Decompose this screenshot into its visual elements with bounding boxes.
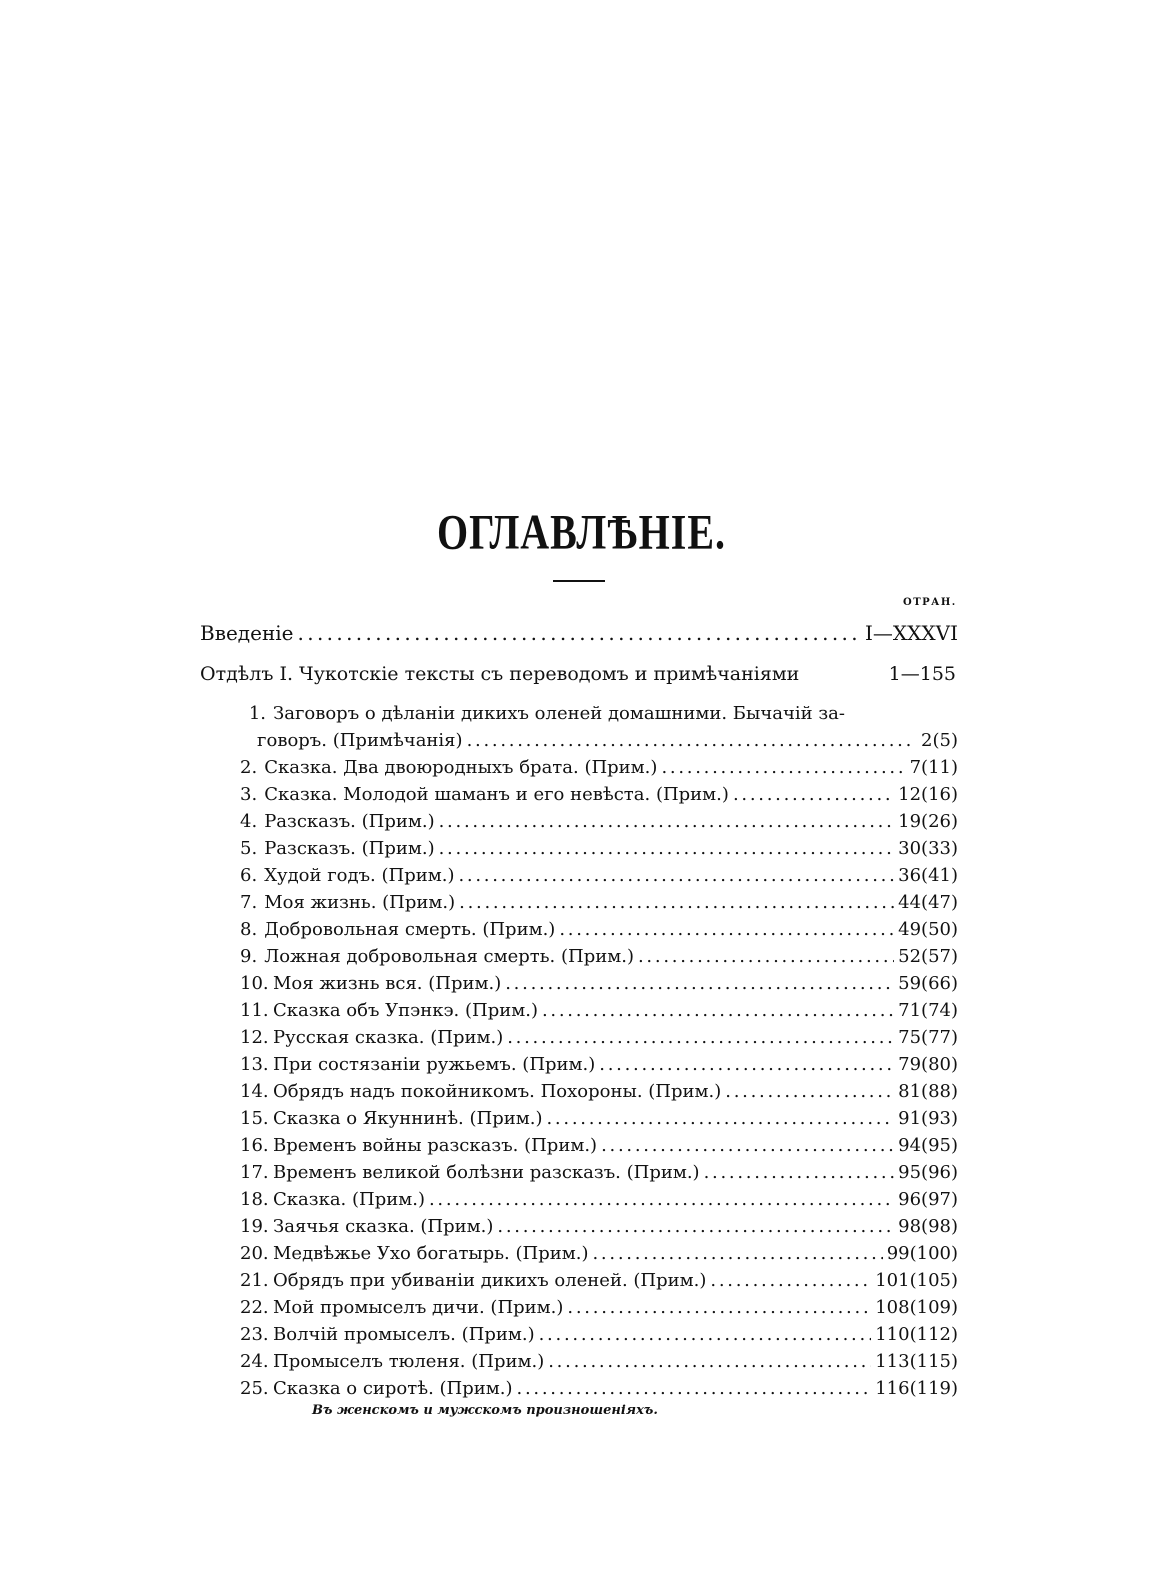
entry-number: 23. xyxy=(240,1324,269,1345)
entry-title: Разсказъ. (Прим.) xyxy=(264,838,435,859)
entry-page: 116 xyxy=(875,1378,910,1399)
entry-title: Промыселъ тюленя. (Прим.) xyxy=(273,1351,545,1372)
entry-page: 96 xyxy=(898,1189,922,1210)
toc-entry-row xyxy=(240,1349,958,1375)
entry-notes-page: (47) xyxy=(921,892,958,913)
entry-number: 17. xyxy=(240,1162,269,1183)
entry-number: 21. xyxy=(240,1270,269,1291)
entry-number: 14. xyxy=(240,1081,269,1102)
entry-number: 12. xyxy=(240,1027,269,1048)
entry-notes-page: (97) xyxy=(921,1189,958,1210)
dot-leader xyxy=(725,1079,894,1105)
toc-entry-row xyxy=(240,728,958,754)
entry-title: Медвѣжье Ухо богатырь. (Прим.) xyxy=(273,1243,589,1264)
dot-leader xyxy=(638,944,894,970)
section-pages: 1—155 xyxy=(888,663,956,685)
dot-leader xyxy=(298,620,862,646)
dot-leader xyxy=(505,971,894,997)
dot-leader xyxy=(546,1106,894,1132)
dot-leader xyxy=(439,836,895,862)
entry-page: 113 xyxy=(875,1351,910,1372)
entry-title: Русская сказка. (Прим.) xyxy=(273,1027,504,1048)
entry-title: Сказка. Два двоюродныхъ брата. (Прим.) xyxy=(264,757,658,778)
entry-notes-page: (11) xyxy=(921,757,958,778)
toc-entry-row xyxy=(240,1214,958,1240)
dot-leader xyxy=(661,755,905,781)
dot-leader xyxy=(467,728,913,754)
entry-number: 18. xyxy=(240,1189,269,1210)
title-divider xyxy=(553,580,605,582)
entry-title: Сказка о сиротѣ. (Прим.) xyxy=(273,1378,513,1399)
entry-title: Сказка объ Упэнкэ. (Прим.) xyxy=(273,1000,538,1021)
dot-leader xyxy=(733,782,894,808)
entry-notes-page: (5) xyxy=(932,730,958,751)
entry-page: 7 xyxy=(909,757,922,778)
entry-title: Обрядъ при убиваніи дикихъ оленей. (Прим.) xyxy=(273,1270,707,1291)
entry-notes-page: (77) xyxy=(921,1027,958,1048)
entry-page: 19 xyxy=(898,811,922,832)
toc-entry-row xyxy=(240,917,958,943)
entry-number: 5. xyxy=(240,838,258,859)
section-label: Отдѣлъ I. Чукотскіе тексты съ переводомъ и примѣчаніями xyxy=(200,663,800,685)
entry-page: 98 xyxy=(898,1216,922,1237)
footnote: Въ женскомъ и мужскомъ произношеніяхъ. xyxy=(312,1403,658,1418)
pages-column-header: ОТРАН. xyxy=(903,597,957,608)
entry-notes-page: (41) xyxy=(921,865,958,886)
dot-leader xyxy=(458,863,894,889)
entry-page: 30 xyxy=(898,838,922,859)
toc-entry-first-line xyxy=(240,701,845,727)
dot-leader xyxy=(429,1187,894,1213)
entry-page: 101 xyxy=(875,1270,910,1291)
entry-notes-page: (93) xyxy=(921,1108,958,1129)
dot-leader xyxy=(542,998,894,1024)
toc-entry-row xyxy=(240,1268,958,1294)
dot-leader xyxy=(497,1214,894,1240)
entry-notes-page: (100) xyxy=(909,1243,958,1264)
toc-entry-row xyxy=(240,1133,958,1159)
entry-title: Волчій промыселъ. (Прим.) xyxy=(273,1324,535,1345)
entry-title: Мой промыселъ дичи. (Прим.) xyxy=(273,1297,564,1318)
entry-page: 110 xyxy=(875,1324,910,1345)
entry-notes-page: (50) xyxy=(921,919,958,940)
entry-notes-page: (95) xyxy=(921,1135,958,1156)
toc-entry-row xyxy=(240,1106,958,1132)
entry-page: 94 xyxy=(898,1135,922,1156)
entry-number: 15. xyxy=(240,1108,269,1129)
introduction-label: Введеніе xyxy=(200,621,294,645)
entry-notes-page: (80) xyxy=(921,1054,958,1075)
entry-notes-page: (98) xyxy=(921,1216,958,1237)
introduction-pages: I—XXXVI xyxy=(865,621,958,645)
entry-page: 95 xyxy=(898,1162,922,1183)
entry-page: 81 xyxy=(898,1081,922,1102)
entry-title: Сказка. Молодой шаманъ и его невѣста. (Прим.) xyxy=(264,784,729,805)
entry-title: Ложная добровольная смерть. (Прим.) xyxy=(264,946,634,967)
entry-page: 71 xyxy=(898,1000,922,1021)
entry-page: 44 xyxy=(898,892,922,913)
entry-title: говоръ. (Примѣчанія) xyxy=(257,730,463,751)
entry-title: При состязаніи ружьемъ. (Прим.) xyxy=(273,1054,596,1075)
toc-entry-row xyxy=(240,755,958,781)
toc-entry-row xyxy=(240,998,958,1024)
entry-number: 20. xyxy=(240,1243,269,1264)
toc-introduction-row xyxy=(200,620,958,646)
entry-page: 75 xyxy=(898,1027,922,1048)
dot-leader xyxy=(599,1052,894,1078)
entry-number: 9. xyxy=(240,946,258,967)
entry-title: Добровольная смерть. (Прим.) xyxy=(264,919,556,940)
entry-title: Моя жизнь. (Прим.) xyxy=(264,892,456,913)
toc-entry-row xyxy=(240,1160,958,1186)
entry-notes-page: (16) xyxy=(921,784,958,805)
entry-page: 99 xyxy=(886,1243,910,1264)
entry-number: 19. xyxy=(240,1216,269,1237)
entry-number: 24. xyxy=(240,1351,269,1372)
toc-entry-row xyxy=(240,1241,958,1267)
entry-notes-page: (115) xyxy=(909,1351,958,1372)
toc-entry-row xyxy=(240,1295,958,1321)
entry-number: 8. xyxy=(240,919,258,940)
dot-leader xyxy=(592,1241,882,1267)
entry-number: 3. xyxy=(240,784,258,805)
dot-leader xyxy=(507,1025,894,1051)
entry-number: 10. xyxy=(240,973,269,994)
entry-notes-page: (26) xyxy=(921,811,958,832)
entry-title: Обрядъ надъ покойникомъ. Похороны. (Прим.) xyxy=(273,1081,722,1102)
entry-title: Временъ великой болѣзни разсказъ. (Прим.) xyxy=(273,1162,700,1183)
toc-entry-row xyxy=(240,1187,958,1213)
toc-entry-row xyxy=(240,1025,958,1051)
entry-title: Временъ войны разсказъ. (Прим.) xyxy=(273,1135,598,1156)
dot-leader xyxy=(548,1349,871,1375)
entry-page: 12 xyxy=(898,784,922,805)
toc-entry-row xyxy=(240,1052,958,1078)
entry-page: 91 xyxy=(898,1108,922,1129)
entry-notes-page: (109) xyxy=(909,1297,958,1318)
entry-page: 59 xyxy=(898,973,922,994)
toc-entry-row xyxy=(240,782,958,808)
entry-title: Моя жизнь вся. (Прим.) xyxy=(273,973,502,994)
entry-title-line1: Заговоръ о дѣланіи дикихъ оленей домашними. Бычачій за- xyxy=(273,703,845,724)
entry-notes-page: (33) xyxy=(921,838,958,859)
toc-entry-row xyxy=(240,863,958,889)
entry-number: 22. xyxy=(240,1297,269,1318)
entry-page: 52 xyxy=(898,946,922,967)
entry-number: 13. xyxy=(240,1054,269,1075)
entry-number: 11. xyxy=(240,1000,269,1021)
entry-title: Сказка о Якуннинѣ. (Прим.) xyxy=(273,1108,543,1129)
toc-entry-row xyxy=(240,944,958,970)
entry-number: 6. xyxy=(240,865,258,886)
entry-notes-page: (96) xyxy=(921,1162,958,1183)
entry-notes-page: (66) xyxy=(921,973,958,994)
dot-leader xyxy=(559,917,894,943)
entry-notes-page: (74) xyxy=(921,1000,958,1021)
toc-entry-row xyxy=(240,809,958,835)
dot-leader xyxy=(710,1268,871,1294)
entry-title: Разсказъ. (Прим.) xyxy=(264,811,435,832)
entry-number: 4. xyxy=(240,811,258,832)
entry-page: 108 xyxy=(875,1297,910,1318)
entry-notes-page: (112) xyxy=(909,1324,958,1345)
page-title: ОГЛАВЛѢНІЕ. xyxy=(436,503,727,560)
entry-page: 2 xyxy=(921,730,933,751)
entry-number: 25. xyxy=(240,1378,269,1399)
entry-page: 36 xyxy=(898,865,922,886)
toc-entry-row xyxy=(240,1376,958,1402)
entry-page: 49 xyxy=(898,919,922,940)
toc-entry-row xyxy=(240,1322,958,1348)
entry-number: 16. xyxy=(240,1135,269,1156)
dot-leader xyxy=(567,1295,871,1321)
entry-number: 2. xyxy=(240,757,258,778)
dot-leader xyxy=(517,1376,872,1402)
dot-leader xyxy=(459,890,894,916)
entry-title: Худой годъ. (Прим.) xyxy=(264,865,455,886)
entry-notes-page: (57) xyxy=(921,946,958,967)
toc-entry-row xyxy=(240,836,958,862)
dot-leader xyxy=(439,809,895,835)
entry-title: Заячья сказка. (Прим.) xyxy=(273,1216,494,1237)
toc-section-row xyxy=(200,661,956,687)
toc-entry-row xyxy=(240,890,958,916)
entry-title: Сказка. (Прим.) xyxy=(273,1189,425,1210)
entry-number: 1. xyxy=(248,703,266,724)
dot-leader xyxy=(704,1160,895,1186)
entry-page: 79 xyxy=(898,1054,922,1075)
entry-notes-page: (88) xyxy=(921,1081,958,1102)
entry-notes-page: (105) xyxy=(909,1270,958,1291)
toc-entry-row xyxy=(240,1079,958,1105)
entry-number: 7. xyxy=(240,892,258,913)
dot-leader xyxy=(601,1133,894,1159)
dot-leader xyxy=(539,1322,872,1348)
entry-notes-page: (119) xyxy=(909,1378,958,1399)
toc-entry-row xyxy=(240,971,958,997)
